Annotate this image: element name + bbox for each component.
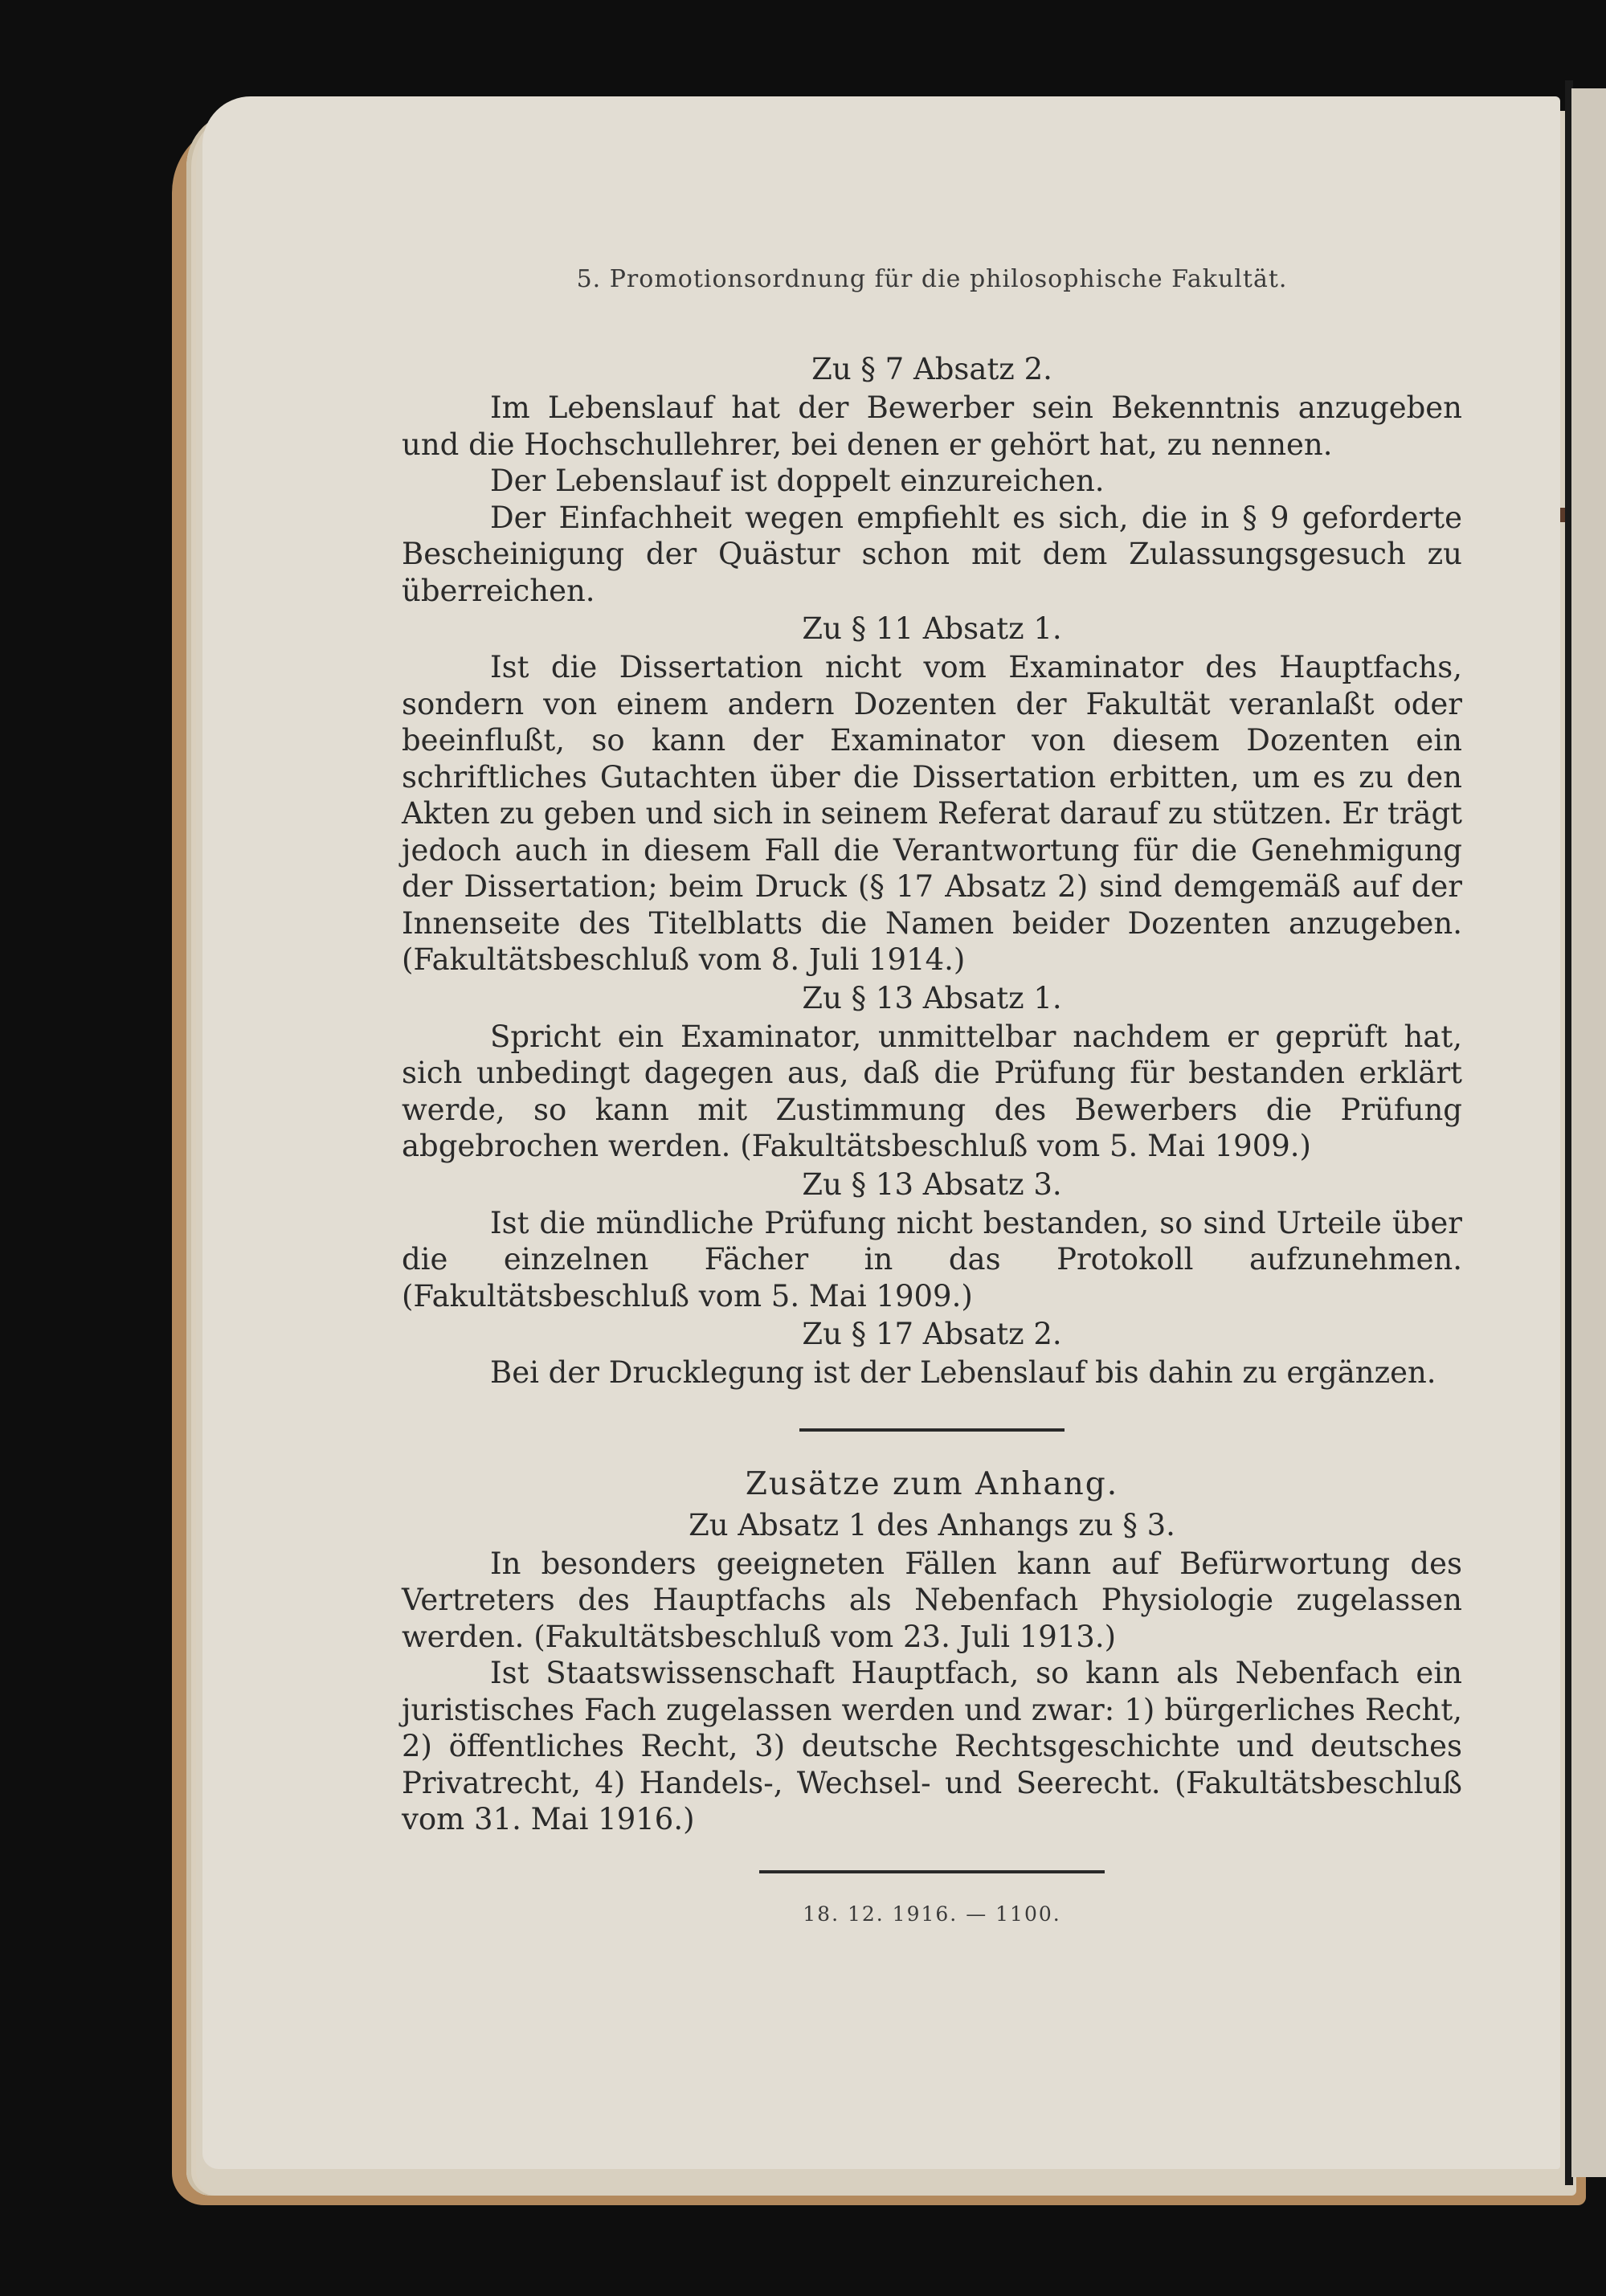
section-divider <box>799 1428 1065 1432</box>
section-heading: Zu § 17 Absatz 2. <box>802 1317 1062 1351</box>
appendix-heading: Zu Absatz 1 des Anhangs zu § 3. <box>689 1507 1175 1542</box>
paragraph: Ist die mündliche Prüfung nicht bestanden, so sind Urteile über die einzelnen Fächer in das Protokoll aufzunehmen. (Fakultätsbeschluß vom 5. Mai 1909.) <box>402 1205 1462 1313</box>
section-heading: Zu § 11 Absatz 1. <box>802 611 1062 646</box>
running-head: 5. Promotionsordnung für die philosophische Fakultät. <box>576 265 1288 293</box>
page-text <box>402 265 1462 1926</box>
section-17-2 <box>402 1314 1462 1391</box>
paragraph: Der Einfachheit wegen empfiehlt es sich, die in § 9 geforderte Bescheinigung der Quästur schon mit dem Zulassungsgesuch zu überreichen. <box>402 500 1462 608</box>
paragraph: Der Lebenslauf ist doppelt einzureichen. <box>490 464 1105 498</box>
paragraph: Ist die Dissertation nicht vom Examinator des Hauptfachs, sondern von einem andern Dozenten der Fakultät veranlaßt oder beeinflußt, so kann der Examinator von diesem Dozenten ein schriftliches Gutachten über die Dissertation erbitten, um es zu den Akten zu geben und sich in seinem Referat darauf zu stützen. Er trägt jedoch auch in diesem Fall die Verantwortung für die Genehmigung der Dissertation; beim Druck (§ 17 Absatz 2) sind demgemäß auf der Innenseite des Titelblatts die Namen beider Dozenten anzugeben. (Fakultätsbeschluß vom 8. Juli 1914.) <box>402 650 1462 977</box>
section-7-2 <box>402 349 1462 609</box>
paragraph: Spricht ein Examinator, unmittelbar nachdem er geprüft hat, sich unbedingt dagegen aus, daß die Prüfung für bestanden erklärt werde, so kann mit Zustimmung des Bewerbers die Prüfung abgebrochen werden. (Fakultätsbeschluß vom 5. Mai 1909.) <box>402 1019 1462 1163</box>
section-13-3 <box>402 1165 1462 1315</box>
section-heading: Zu § 7 Absatz 2. <box>811 352 1052 386</box>
paragraph: Bei der Drucklegung ist der Lebenslauf bis dahin zu ergänzen. <box>490 1355 1436 1390</box>
paragraph: Ist Staatswissenschaft Hauptfach, so kann als Nebenfach ein juristisches Fach zugelassen werden und zwar: 1) bürgerliches Recht, 2) öffentliches Recht, 3) deutsche Rechtsgeschichte und deutsches Privatrecht, 4) Handels-, Wechsel- und Seerecht. (Fakultätsbeschluß vom 31. Mai 1916.) <box>402 1656 1462 1836</box>
appendix-title: Zusätze zum Anhang. <box>745 1465 1119 1502</box>
section-heading: Zu § 13 Absatz 1. <box>802 980 1062 1015</box>
closing-divider <box>759 1870 1105 1873</box>
paragraph: Im Lebenslauf hat der Bewerber sein Bekenntnis anzugeben und die Hochschullehrer, bei denen er gehört hat, zu nennen. <box>402 390 1462 462</box>
section-heading: Zu § 13 Absatz 3. <box>802 1166 1062 1202</box>
paragraph: In besonders geeigneten Fällen kann auf Befürwortung des Vertreters des Hauptfachs als Nebenfach Physiologie zugelassen werden. (Fakultätsbeschluß vom 23. Juli 1913.) <box>402 1546 1462 1654</box>
page-margin-mark <box>1560 508 1565 522</box>
print-imprint: 18. 12. 1916. — 1100. <box>803 1902 1061 1926</box>
section-11-1 <box>402 609 1462 978</box>
appendix-section <box>402 1464 1462 1838</box>
facing-page-edge <box>1571 88 1606 2177</box>
section-13-1 <box>402 978 1462 1165</box>
